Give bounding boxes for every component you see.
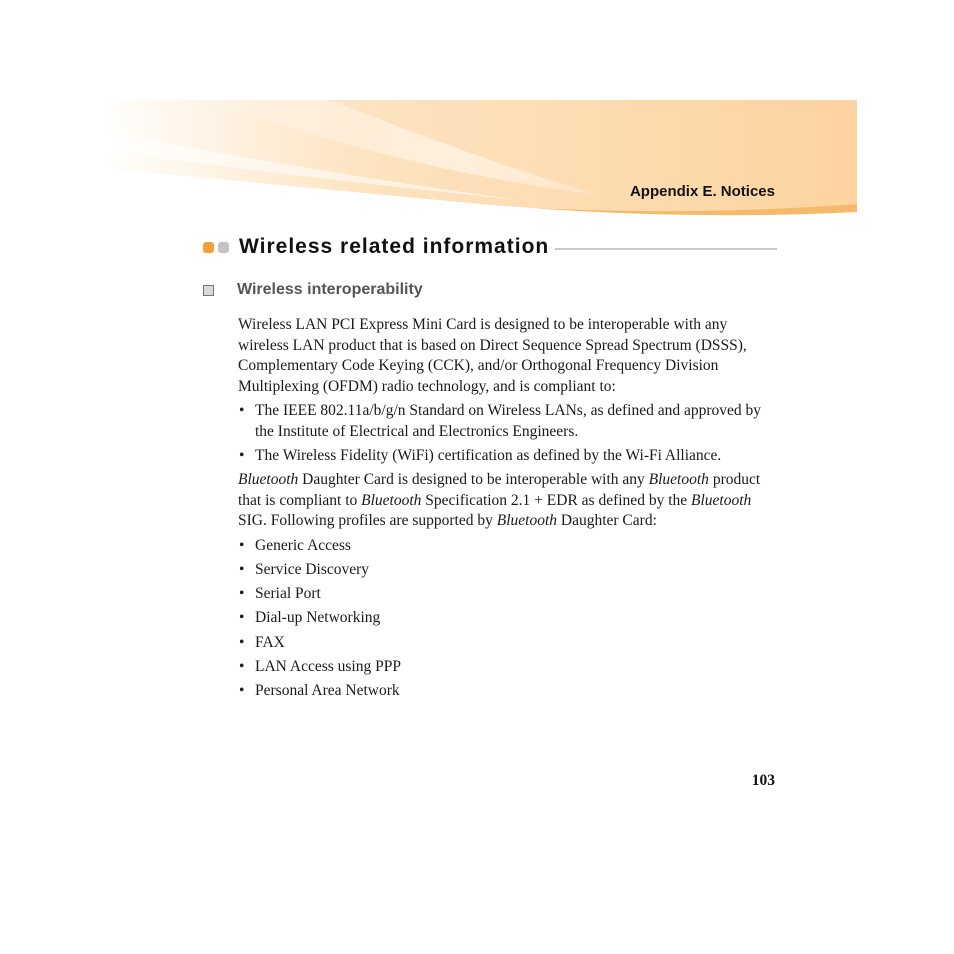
bluetooth-term: Bluetooth xyxy=(496,512,558,529)
list-item: • The IEEE 802.11a/b/g/n Standard on Wireless LANs, as defined and approved by the Institute of Electrical and Electronics Engineers. xyxy=(238,401,778,442)
section-rule xyxy=(555,248,777,250)
bluetooth-term: Bluetooth xyxy=(648,471,709,488)
subsection-heading xyxy=(203,281,423,299)
list-item: • The Wireless Fidelity (WiFi) certification as defined by the Wi-Fi Alliance. xyxy=(238,446,778,467)
list-item: • Personal Area Network xyxy=(238,681,778,702)
section-heading xyxy=(203,233,777,261)
text-run: Specification 2.1 + EDR as defined by the xyxy=(421,491,691,509)
body-content xyxy=(238,315,778,706)
gray-bullet-icon xyxy=(218,242,229,253)
bluetooth-term: Bluetooth xyxy=(238,471,299,488)
text-run: Daughter Card: xyxy=(557,512,657,529)
text-run: SIG. Following profiles are supported by xyxy=(238,512,497,529)
text-run: Daughter Card is designed to be interoperable with any xyxy=(298,471,649,488)
list-item: • Dial-up Networking xyxy=(238,608,778,629)
profiles-list xyxy=(238,536,778,702)
bluetooth-term: Bluetooth xyxy=(361,491,422,509)
list-item: • LAN Access using PPP xyxy=(238,657,778,678)
square-bullet-icon xyxy=(203,285,214,296)
header-banner xyxy=(100,100,857,218)
list-item: • Serial Port xyxy=(238,584,778,605)
section-title: Wireless related information xyxy=(239,235,550,258)
page-number: 103 xyxy=(751,772,775,789)
list-item: • Generic Access xyxy=(238,536,778,557)
list-item: • Service Discovery xyxy=(238,560,778,581)
standards-list xyxy=(238,401,778,466)
orange-bullet-icon xyxy=(203,242,214,253)
list-item: • FAX xyxy=(238,633,778,654)
paragraph-wireless-lan: Wireless LAN PCI Express Mini Card is designed to be interoperable with any wireless LAN product that is based on Direct Sequence Spread Spectrum (DSSS), Complementary Code Keying (CCK), and/or Orthogonal Frequency Division Multiplexing (OFDM) radio technology, and is compliant to: xyxy=(238,316,747,395)
bluetooth-term: Bluetooth xyxy=(691,491,752,509)
subsection-title: Wireless interoperability xyxy=(237,281,423,298)
text-run: product that is compliant to xyxy=(238,471,761,509)
paragraph-bluetooth xyxy=(238,470,778,532)
chapter-title: Appendix E. Notices xyxy=(629,183,775,200)
